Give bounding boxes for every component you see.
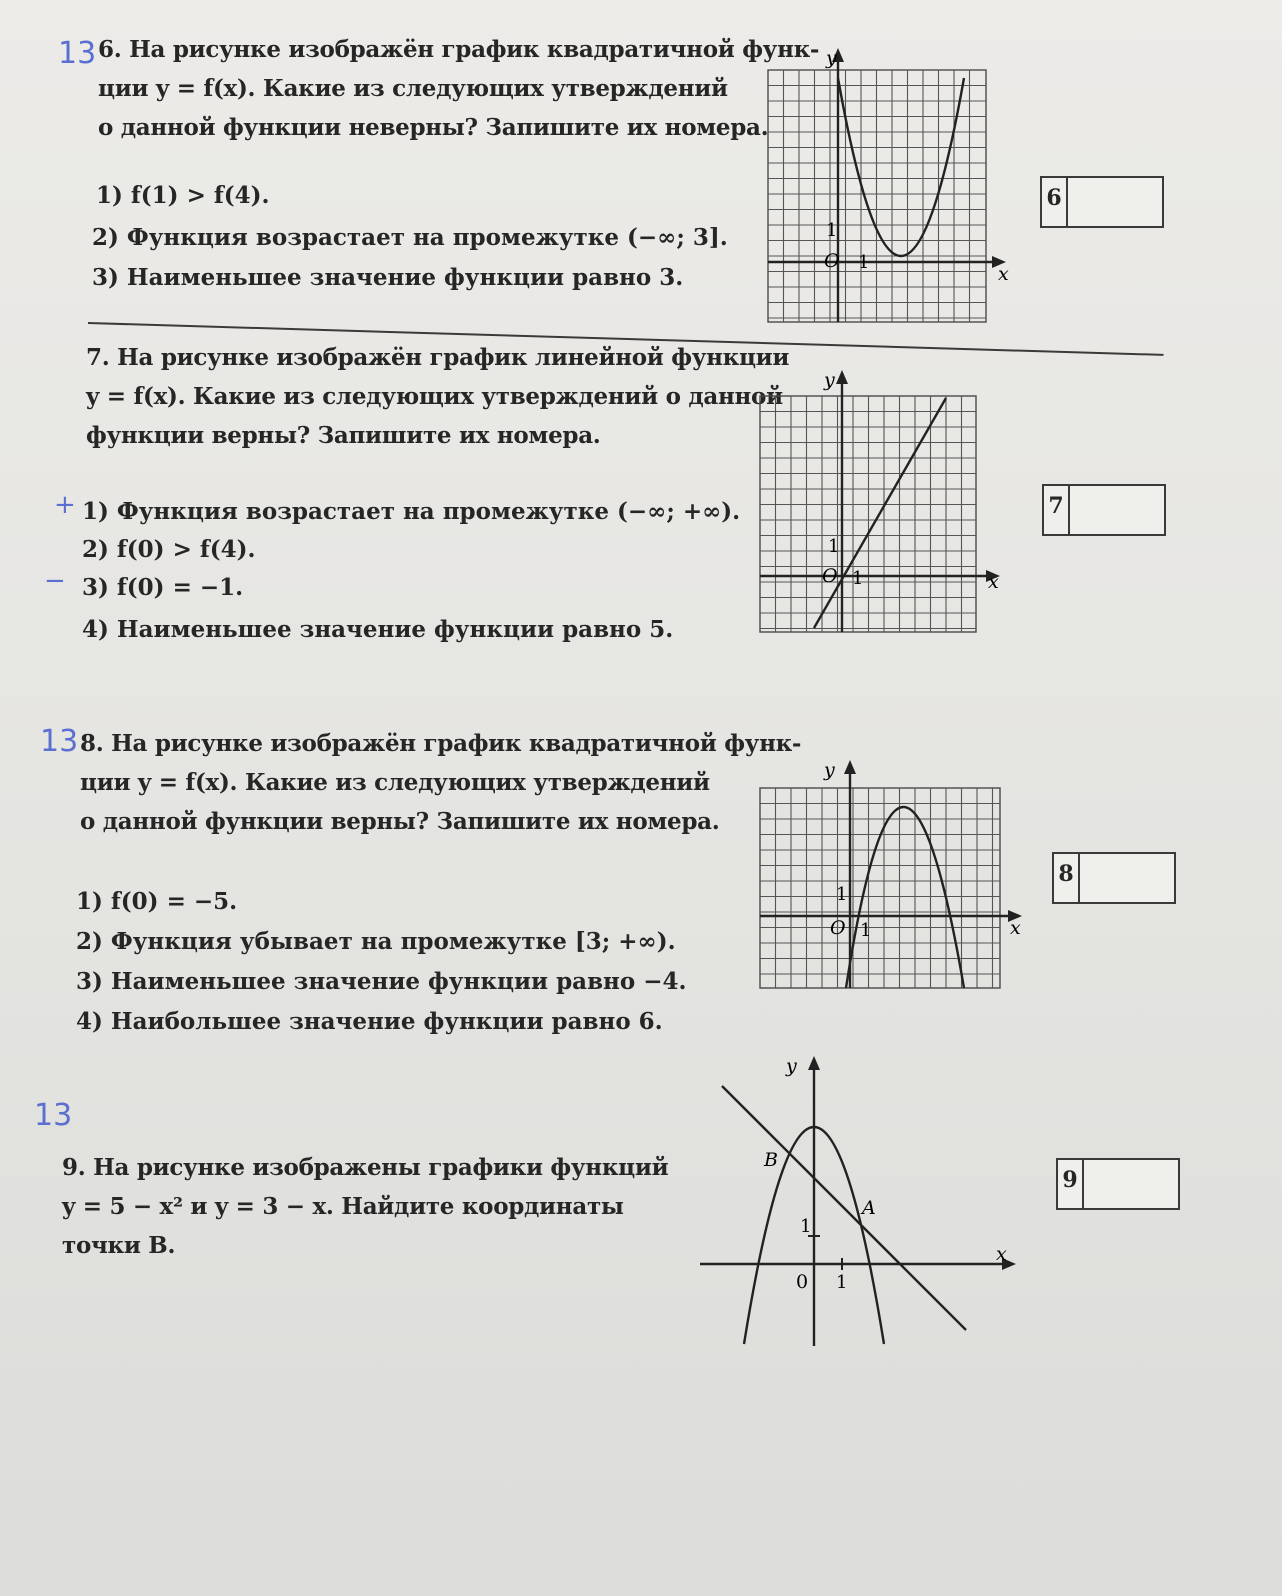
task8-option-1: 1) f(0) = −5. <box>76 888 238 915</box>
task7-line-graph <box>814 398 946 628</box>
task9-line: точки B. <box>62 1232 176 1259</box>
task6-answer-box[interactable] <box>1040 176 1164 228</box>
task9-point-b-label: B <box>764 1149 778 1171</box>
task8-origin-label: O <box>830 917 846 939</box>
task6-line: ции y = f(x). Какие из следующих утверждений <box>98 75 728 102</box>
task8-y-label: y <box>824 759 835 781</box>
task6-option-3: 3) Наименьшее значение функции равно 3. <box>92 264 684 291</box>
task6-parabola <box>838 78 964 256</box>
task8-statement <box>80 724 801 841</box>
handwritten-tick-task7-option3: − <box>44 566 66 596</box>
task7-unit-x: 1 <box>852 568 864 589</box>
task6-y-label: y <box>826 47 837 69</box>
task6-answer-label: 6 <box>1042 178 1068 226</box>
task8-option-3: 3) Наименьшее значение функции равно −4. <box>76 968 687 995</box>
task8-answer-label: 8 <box>1054 854 1080 902</box>
handwritten-mark-task6: 13 <box>58 36 97 71</box>
task6-unit-x: 1 <box>858 252 870 273</box>
task6-line: о данной функции неверны? Запишите их номера. <box>98 114 769 141</box>
task9-point-a-label: A <box>862 1197 876 1219</box>
task8-graph <box>752 756 1032 1006</box>
task7-option-1: 1) Функция возрастает на промежутке (−∞; +∞). <box>82 498 741 525</box>
task7-answer-box[interactable] <box>1042 484 1166 536</box>
task9-origin-label: 0 <box>796 1271 809 1293</box>
task8-line: о данной функции верны? Запишите их номера. <box>80 808 720 835</box>
task8-line: 8. На рисунке изображён график квадратичной функ- <box>80 730 802 757</box>
task9-line: 9. На рисунке изображены графики функций <box>62 1154 669 1181</box>
task8-option-2: 2) Функция убывает на промежутке [3; +∞). <box>76 928 676 955</box>
task9-unit-y: 1 <box>800 1216 812 1237</box>
task9-x-label: x <box>996 1243 1007 1265</box>
task6-x-label: x <box>998 263 1009 285</box>
task7-line: функции верны? Запишите их номера. <box>86 422 601 449</box>
task6-option-1: 1) f(1) > f(4). <box>96 182 270 209</box>
task9-graph <box>696 1050 1026 1350</box>
handwritten-tick-task7-option1: + <box>54 490 76 520</box>
task6-option-2: 2) Функция возрастает на промежутке (−∞; 3]. <box>92 224 728 251</box>
task9-y-label: y <box>786 1055 797 1077</box>
task6-unit-y: 1 <box>826 220 838 241</box>
task9-answer-label: 9 <box>1058 1160 1084 1208</box>
task9-statement <box>62 1148 668 1265</box>
task8-unit-y: 1 <box>836 884 848 905</box>
task8-answer-box[interactable] <box>1052 852 1176 904</box>
task7-y-arrow <box>836 370 848 384</box>
task7-origin-label: O <box>822 565 838 587</box>
task8-unit-x: 1 <box>860 920 872 941</box>
task8-x-label: x <box>1010 917 1021 939</box>
task7-option-2: 2) f(0) > f(4). <box>82 536 256 563</box>
task7-x-label: x <box>988 571 999 593</box>
task8-y-arrow <box>844 760 856 774</box>
task7-answer-label: 7 <box>1044 486 1070 534</box>
task7-option-4: 4) Наименьшее значение функции равно 5. <box>82 616 674 643</box>
task9-line: y = 5 − x² и y = 3 − x. Найдите координаты <box>62 1193 624 1220</box>
task9-unit-x: 1 <box>836 1272 848 1293</box>
task8-option-4: 4) Наибольшее значение функции равно 6. <box>76 1008 663 1035</box>
task7-unit-y: 1 <box>828 536 840 557</box>
task6-graph <box>760 44 1010 334</box>
task7-line: 7. На рисунке изображён график линейной функции <box>86 344 790 371</box>
task7-option-3: 3) f(0) = −1. <box>82 574 244 601</box>
task7-y-label: y <box>824 369 835 391</box>
handwritten-mark-task9: 13 <box>34 1098 73 1133</box>
task7-line: y = f(x). Какие из следующих утверждений о данной <box>86 383 783 410</box>
task6-line: 6. На рисунке изображён график квадратичной функ- <box>98 36 820 63</box>
handwritten-mark-task8: 13 <box>40 724 79 759</box>
task9-answer-box[interactable] <box>1056 1158 1180 1210</box>
task6-origin-label: O <box>824 250 840 272</box>
task8-line: ции y = f(x). Какие из следующих утверждений <box>80 769 710 796</box>
task6-statement <box>98 30 819 147</box>
task7-graph <box>752 366 1012 642</box>
task9-line-graph <box>722 1086 966 1330</box>
task9-y-arrow <box>808 1056 820 1070</box>
task7-statement <box>86 338 789 455</box>
